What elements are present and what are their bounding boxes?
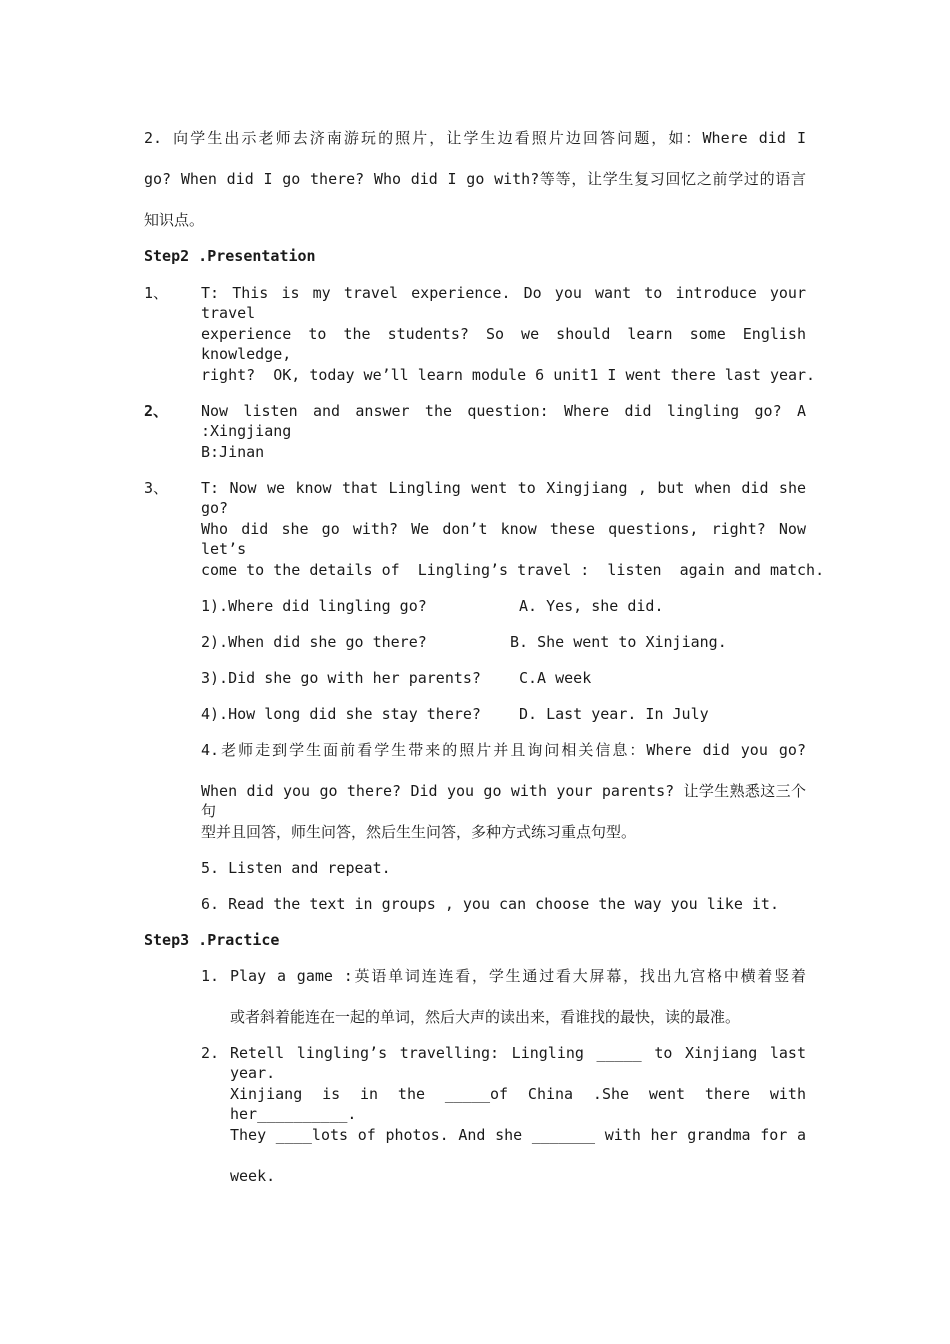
step2-item5: 5. Listen and repeat. xyxy=(201,859,391,877)
step3-item2-line-2: Xinjiang is in the _____of China .She went there with her__________. xyxy=(230,1085,806,1123)
step2-item3-line-2: Who did she go with? We don’t know these questions, right? Now let’s xyxy=(201,520,806,558)
step2-item1-line-3: right? OK, today we’ll learn module 6 unit1 I went there last year. xyxy=(201,366,816,384)
step2-heading: Step2 .Presentation xyxy=(144,247,316,265)
step2-item4-line-1: 4.老师走到学生面前看学生带来的照片并且询问相关信息：Where did you go? xyxy=(201,741,806,759)
step2-item1-line-1: T: This is my travel experience. Do you want to introduce your travel xyxy=(201,284,806,322)
intro-line-1: 2. 向学生出示老师去济南游玩的照片，让学生边看照片边回答问题，如：Where did I xyxy=(144,129,806,147)
step3-item1-line-2: 或者斜着能连在一起的单词，然后大声的读出来，看谁找的最快，读的最准。 xyxy=(230,1008,741,1026)
step2-item2-number: 2、 xyxy=(144,402,169,420)
match-question: 2).When did she go there? xyxy=(201,633,427,651)
step3-item1-number: 1. xyxy=(201,967,220,985)
match-question: 3).Did she go with her parents? xyxy=(201,669,481,687)
match-answer: B. She went to Xinjiang. xyxy=(510,633,727,651)
step2-item3-line-1: T: Now we know that Lingling went to Xingjiang , but when did she go? xyxy=(201,479,806,517)
step3-item1-line-1: Play a game :英语单词连连看，学生通过看大屏幕，找出九宫格中横着竖着 xyxy=(230,967,806,985)
step3-item2-line-4: week. xyxy=(230,1167,276,1185)
step2-item6: 6. Read the text in groups , you can choose the way you like it. xyxy=(201,895,779,913)
step2-item1-line-2: experience to the students? So we should learn some English knowledge, xyxy=(201,325,806,363)
step2-item3-line-3: come to the details of Lingling’s travel : listen again and match. xyxy=(201,561,825,579)
step3-heading: Step3 .Practice xyxy=(144,931,280,949)
step2-item3-number: 3、 xyxy=(144,479,169,497)
step3-item2-number: 2. xyxy=(201,1044,220,1062)
step2-item1-number: 1、 xyxy=(144,284,169,302)
intro-line-2: go? When did I go there? Who did I go with?等等，让学生复习回忆之前学过的语言 xyxy=(144,170,806,188)
step2-item2-line-1: Now listen and answer the question: Where did lingling go? A :Xingjiang xyxy=(201,402,806,440)
intro-line-3: 知识点。 xyxy=(144,211,205,229)
step3-item2-line-3: They ____lots of photos. And she _______ with her grandma for a xyxy=(230,1126,806,1144)
step2-item4-line-3: 型并且回答，师生问答，然后生生问答，多种方式练习重点句型。 xyxy=(201,823,637,841)
match-question: 1).Where did lingling go? xyxy=(201,597,427,615)
step3-item2-line-1: Retell lingling’s travelling: Lingling _____ to Xinjiang last year. xyxy=(230,1044,806,1082)
match-question: 4).How long did she stay there? xyxy=(201,705,481,723)
match-answer: C.A week xyxy=(519,669,592,687)
step2-item4-line-2: When did you go there? Did you go with your parents? 让学生熟悉这三个句 xyxy=(201,782,806,820)
step2-item2-line-2: B:Jinan xyxy=(201,443,265,461)
match-answer: A. Yes, she did. xyxy=(519,597,664,615)
match-answer: D. Last year. In July xyxy=(519,705,709,723)
